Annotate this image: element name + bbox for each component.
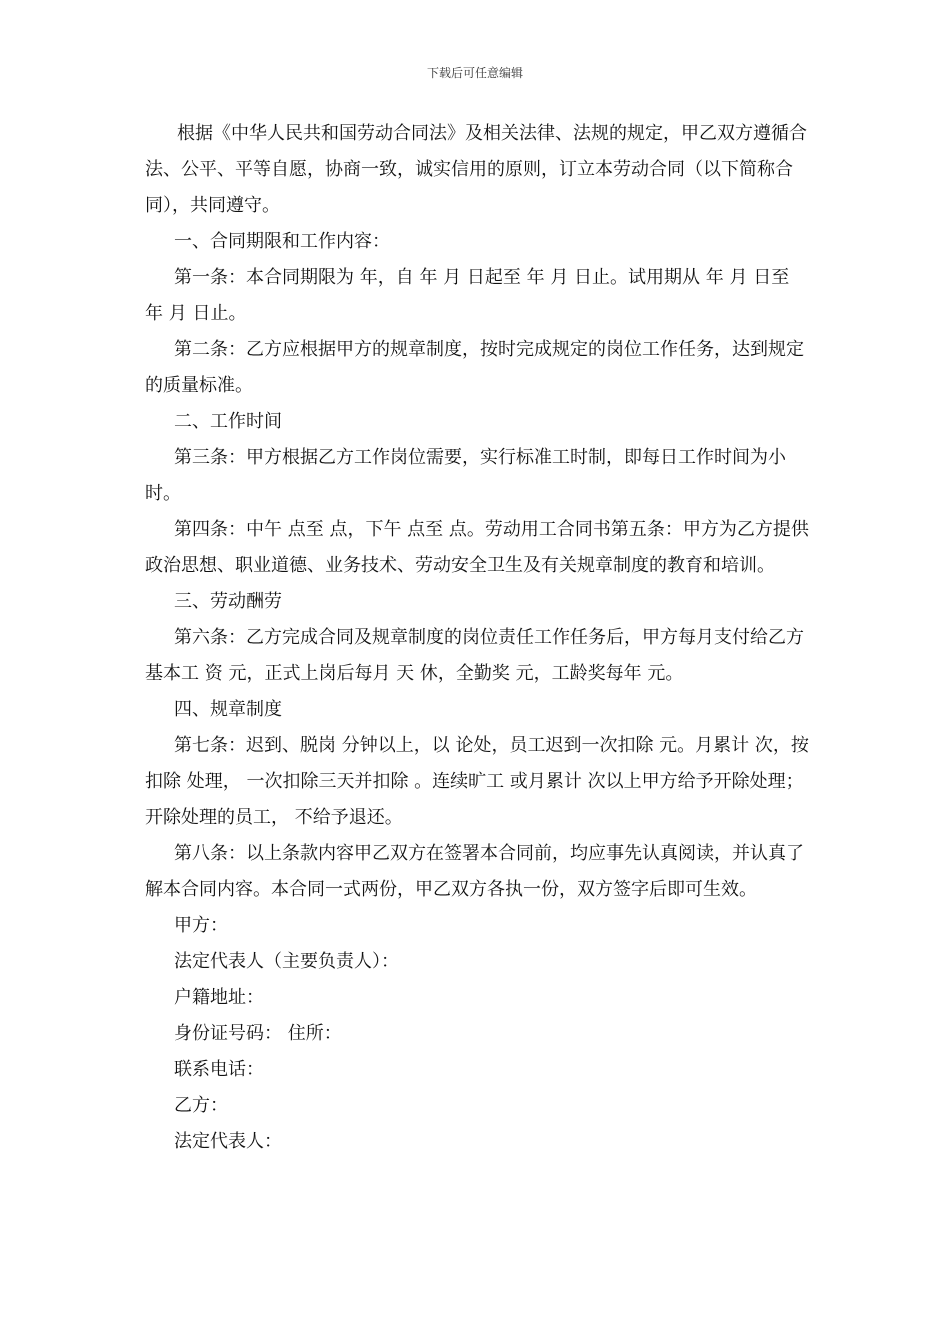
intro-paragraph: 根据《中华人民共和国劳动合同法》及相关法律、法规的规定，甲乙双方遵循合法、公平、平等自愿，协商一致，诚实信用的原则，订立本劳动合同（以下简称合同），共同遵守。 [145, 123, 807, 216]
phone-label: 联系电话： [174, 1059, 264, 1080]
id-residence-label: 身份证号码： 住所： [174, 1023, 342, 1044]
party-b-label: 乙方： [174, 1095, 228, 1116]
article-3: 第三条：甲方根据乙方工作岗位需要，实行标准工时制，即每日工作时间为小时。 [145, 447, 786, 504]
article-1: 第一条：本合同期限为 年，自 年 月 日起至 年 月 日止。试用期从 年 月 日至 年 月 日止。 [145, 267, 790, 324]
section-3-title: 三、劳动酬劳 [174, 591, 282, 612]
article-7: 第七条：迟到、脱岗 分钟以上，以 论处，员工迟到一次扣除 元。月累计 次，按扣除 处理， 一次扣除三天并扣除 。连续旷工 或月累计 次以上甲方给予开除处理；开除处理的员工， 不给予退还。 [145, 735, 809, 828]
contract-body [145, 116, 810, 1160]
article-6: 第六条：乙方完成合同及规章制度的岗位责任工作任务后，甲方每月支付给乙方基本工 资 元，正式上岗后每月 天 休，全勤奖 元，工龄奖每年 元。 [145, 627, 804, 684]
party-a-label: 甲方： [174, 915, 228, 936]
household-address-label: 户籍地址： [174, 987, 264, 1008]
party-a-legal-rep-label: 法定代表人（主要负责人）： [174, 951, 399, 972]
article-2: 第二条：乙方应根据甲方的规章制度，按时完成规定的岗位工作任务，达到规定的质量标准。 [145, 339, 804, 396]
section-4-title: 四、规章制度 [174, 699, 282, 720]
article-8: 第八条：以上条款内容甲乙双方在签署本合同前，均应事先认真阅读，并认真了解本合同内容。本合同一式两份，甲乙双方各执一份，双方签字后即可生效。 [145, 843, 804, 900]
section-1-title: 一、合同期限和工作内容： [174, 231, 390, 252]
party-b-legal-rep-label: 法定代表人： [174, 1131, 282, 1152]
section-2-title: 二、工作时间 [174, 411, 282, 432]
article-4-5: 第四条：中午 点至 点，下午 点至 点。劳动用工合同书第五条：甲方为乙方提供政治思想、职业道德、业务技术、劳动安全卫生及有关规章制度的教育和培训。 [145, 519, 809, 576]
page-header-note: 下载后可任意编辑 [426, 66, 523, 80]
